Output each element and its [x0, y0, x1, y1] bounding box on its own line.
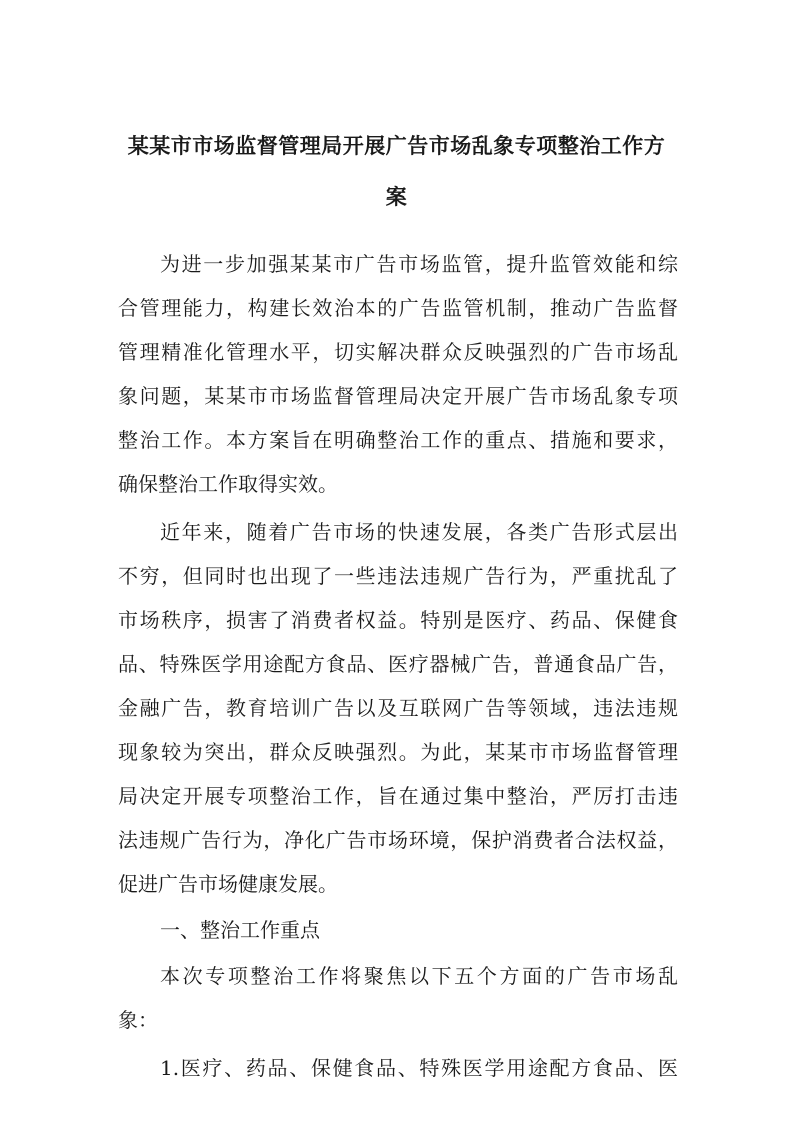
paragraph-line: 金融广告，教育培训广告以及互联网广告等领域，违法违规: [118, 696, 678, 720]
paragraph-line: 确保整治工作取得实效。: [118, 472, 338, 496]
paragraph-line: 现象较为突出，群众反映强烈。为此，某某市市场监督管理: [118, 740, 678, 764]
document-title-line-1: 某某市市场监督管理局开展广告市场乱象专项整治工作方: [127, 133, 666, 158]
paragraph-line: 促进广告市场健康发展。: [118, 872, 338, 896]
paragraph-line: 法违规广告行为，净化广告市场环境，保护消费者合法权益，: [118, 828, 678, 852]
paragraph-line: 局决定开展专项整治工作，旨在通过集中整治，严厉打击违: [118, 784, 678, 808]
paragraph-line: 市场秩序，损害了消费者权益。特别是医疗、药品、保健食: [118, 608, 678, 632]
paragraph-line: 本次专项整治工作将聚焦以下五个方面的广告市场乱: [160, 964, 678, 988]
paragraph-line: 品、特殊医学用途配方食品、医疗器械广告，普通食品广告，: [118, 652, 678, 676]
paragraph-line: 近年来，随着广告市场的快速发展，各类广告形式层出: [160, 520, 678, 544]
paragraph-line: 为进一步加强某某市广告市场监管，提升监管效能和综: [160, 252, 678, 276]
list-item-line: 1.医疗、药品、保健食品、特殊医学用途配方食品、医: [160, 1056, 678, 1080]
document-title-line-2: 案: [385, 184, 408, 209]
paragraph-line: 整治工作。本方案旨在明确整治工作的重点、措施和要求，: [118, 428, 678, 452]
paragraph-line: 象问题，某某市市场监督管理局决定开展广告市场乱象专项: [118, 384, 678, 408]
paragraph-line: 不穷，但同时也出现了一些违法违规广告行为，严重扰乱了: [118, 564, 678, 588]
paragraph-line: 象：: [118, 1008, 158, 1032]
paragraph-line: 合管理能力，构建长效治本的广告监管机制，推动广告监督: [118, 296, 678, 320]
paragraph-line: 管理精准化管理水平，切实解决群众反映强烈的广告市场乱: [118, 340, 678, 364]
section-heading: 一、整治工作重点: [160, 918, 320, 942]
